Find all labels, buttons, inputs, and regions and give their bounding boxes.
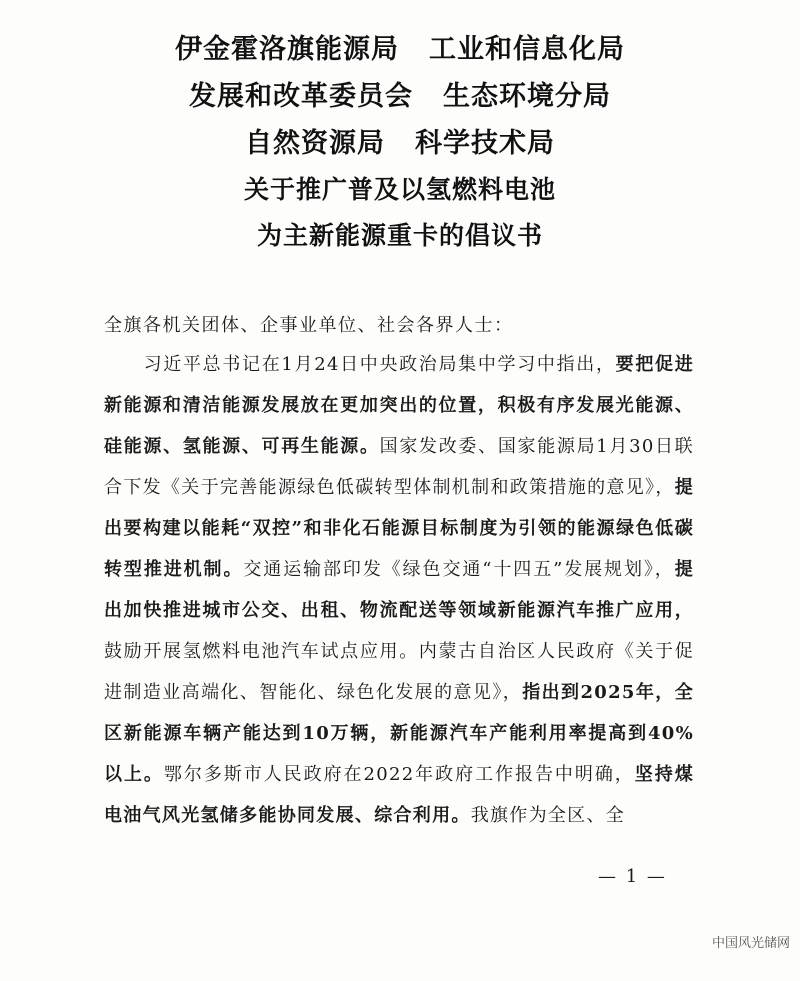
issuer-line-1 [0, 26, 800, 73]
body-segment-5: 交通运输部印发《绿色交通“十四五”发展规划》， [243, 559, 675, 580]
body-paragraph [104, 344, 694, 836]
body-segment-8-bold: 指出到2025年，全区新能源车辆产能达到10万辆，新能源汽车产能利用率提高到40%以上。 [104, 682, 694, 785]
issuer-natural-resources-bureau: 自然资源局 [245, 128, 385, 159]
document-title-line-1: 关于推广普及以氢燃料电池 [243, 175, 556, 204]
salutation: 全旗各机关团体、企事业单位、社会各界人士： [104, 315, 514, 336]
body-segment-10-bold: 坚持煤电油气风光氢储多能协同发展、综合利用。 [104, 764, 694, 826]
body-segment-3: 国家发改委、国家能源局1月30日联合下发《关于完善能源绿色低碳转型体制机制和政策措施的意见》， [104, 436, 694, 498]
source-watermark: 中国风光储网 [711, 936, 790, 951]
body-segment-6-bold: 提出加快推进城市公交、出租、物流配送等领域新能源汽车推广应用， [104, 559, 694, 621]
page-number: — 1 — [598, 866, 667, 887]
body-segment-11: 我旗作为全区、全 [470, 805, 626, 826]
issuer-line-2 [0, 73, 800, 120]
issuer-energy-bureau: 伊金霍洛旗能源局 [175, 34, 399, 65]
issuer-development-commission: 发展和改革委员会 [189, 81, 413, 112]
body-segment-4-bold: 提出要构建以能耗“双控”和非化石能源目标制度为引领的能源绿色低碳转型推进机制。 [104, 477, 694, 580]
body-segment-7: 鼓励开展氢燃料电池汽车试点应用。内蒙古自治区人民政府《关于促进制造业高端化、智能化、绿色化发展的意见》， [104, 641, 694, 703]
issuer-science-bureau: 科学技术局 [415, 128, 555, 159]
issuer-ecology-branch: 生态环境分局 [443, 81, 611, 112]
issuer-line-3 [0, 120, 800, 167]
issuer-industry-bureau: 工业和信息化局 [429, 34, 625, 65]
body-segment-9: 鄂尔多斯市人民政府在2022年政府工作报告中明确， [163, 764, 635, 785]
body-segment-1: 习近平总书记在1月24日中央政治局集中学习中指出， [143, 354, 616, 375]
document-title-line-2: 为主新能源重卡的倡议书 [256, 221, 543, 250]
body-segment-2-bold: 要把促进新能源和清洁能源发展放在更加突出的位置，积极有序发展光能源、硅能源、氢能源、可再生能源。 [104, 354, 695, 457]
document-header [0, 26, 800, 259]
